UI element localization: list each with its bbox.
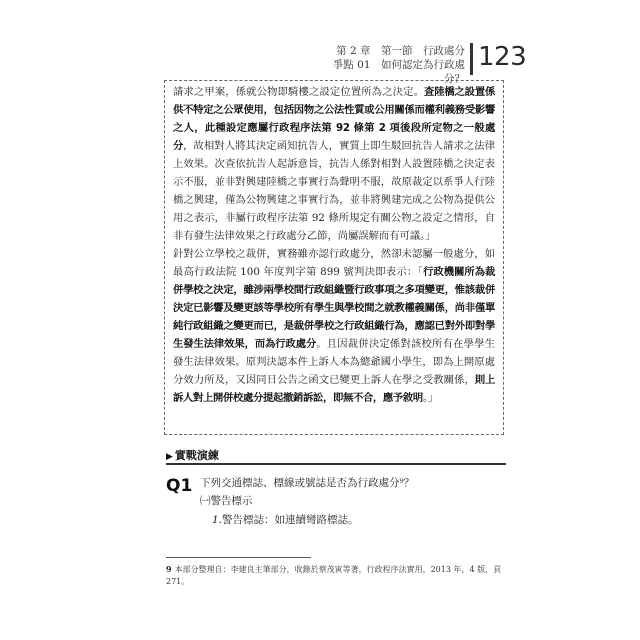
quote-text: 針對公立學校之裁併，實務雖亦認行政處分，然卻未認屬一般處分，如最高行政法院 100 年度判字第 899 號判決即表示：「 [173,248,495,278]
question-label: Q1 [166,476,193,496]
question-subitem [212,511,359,529]
quote-bold-text: 查陸橋之設置係供不特定之公眾使用，包括因物之公法性質或公用關係而權利義務受影響之人，此種設定應屬行政程序法第 92 條第 2 項後段所定物之一般處分 [173,86,496,152]
quote-text: ，故相對人將其決定函知抗告人，實質上即生駁回抗告人請求之法律上效果。次查依抗告人起訴意旨，抗告人係對相對人設置陸橋之決定表示不服，並非對興建陸橋之事實行為聲明不服，故原裁定以系爭人行陸橋之興建，僅為公物興建之事實行為，並非將興建完成之公物為提供公用之表示，非屬行政程序法第 92 條所規定有關公物之設定之情形，自非有發生法律效果之行政處分乙節，尚屬誤解而有可議。」 [173,140,496,242]
subitem-number: 1. [212,514,223,526]
section-title-text: 實戰演練 [174,449,219,462]
quote-text: 。」 [422,392,439,404]
quote-text: 請求之甲案，係就公物即騎樓之設定位置所為之決定。 [173,86,425,98]
question-subheading: ㈠警告標示 [200,495,253,507]
footnote [166,563,506,588]
page-number: 123 [478,42,527,72]
issue-label: 爭點 01 如何認定為行政處分？ [332,59,465,85]
triangle-icon: ▶ [166,452,173,462]
header-divider [470,43,473,75]
quote-text: 。且因裁併決定係對該校所有在學學生發生法律效果。原判決認本件上訴人本為總爺國小學生，即為上開原處分效力所及，又因同日公告之函文已變更上訴人在學之受教關係， [173,338,495,386]
section-divider [166,463,506,465]
quoted-judgment-box [164,80,504,435]
footnote-number: 9 [166,564,172,574]
quote-paragraph-1 [173,83,495,245]
quote-paragraph-2 [173,245,495,407]
chapter-section-label: 第 2 章 第一節 行政處分 [336,45,465,57]
subitem-text: 警告標誌：如連續彎路標誌。 [222,514,359,526]
question-text: 下列交通標誌、標線或號誌是否為行政處分⁹？ [200,477,415,489]
quote-bold-text: 則上訴人對上開併校處分提起撤銷訴訟，即無不合，應予敘明 [173,374,495,404]
quote-bold-text: 行政機關所為裁併學校之決定，雖涉兩學校間行政組織暨行政事項之多項變更，惟該裁併決定已影響及變更該等學校所有學生與學校間之就教權義關係，尚非僅單純行政組織之變更而已，是裁併學校之行政組織行為，應認已對外即對學生發生法律效果，而為行政處分 [173,266,496,350]
section-heading [166,447,219,463]
footnote-text: 本部分整理自：李建良主筆部分，收錄於蔡茂寅等著，行政程序法實用，2013 年，4 版，頁 271。 [166,565,502,586]
footnote-divider [166,557,311,558]
